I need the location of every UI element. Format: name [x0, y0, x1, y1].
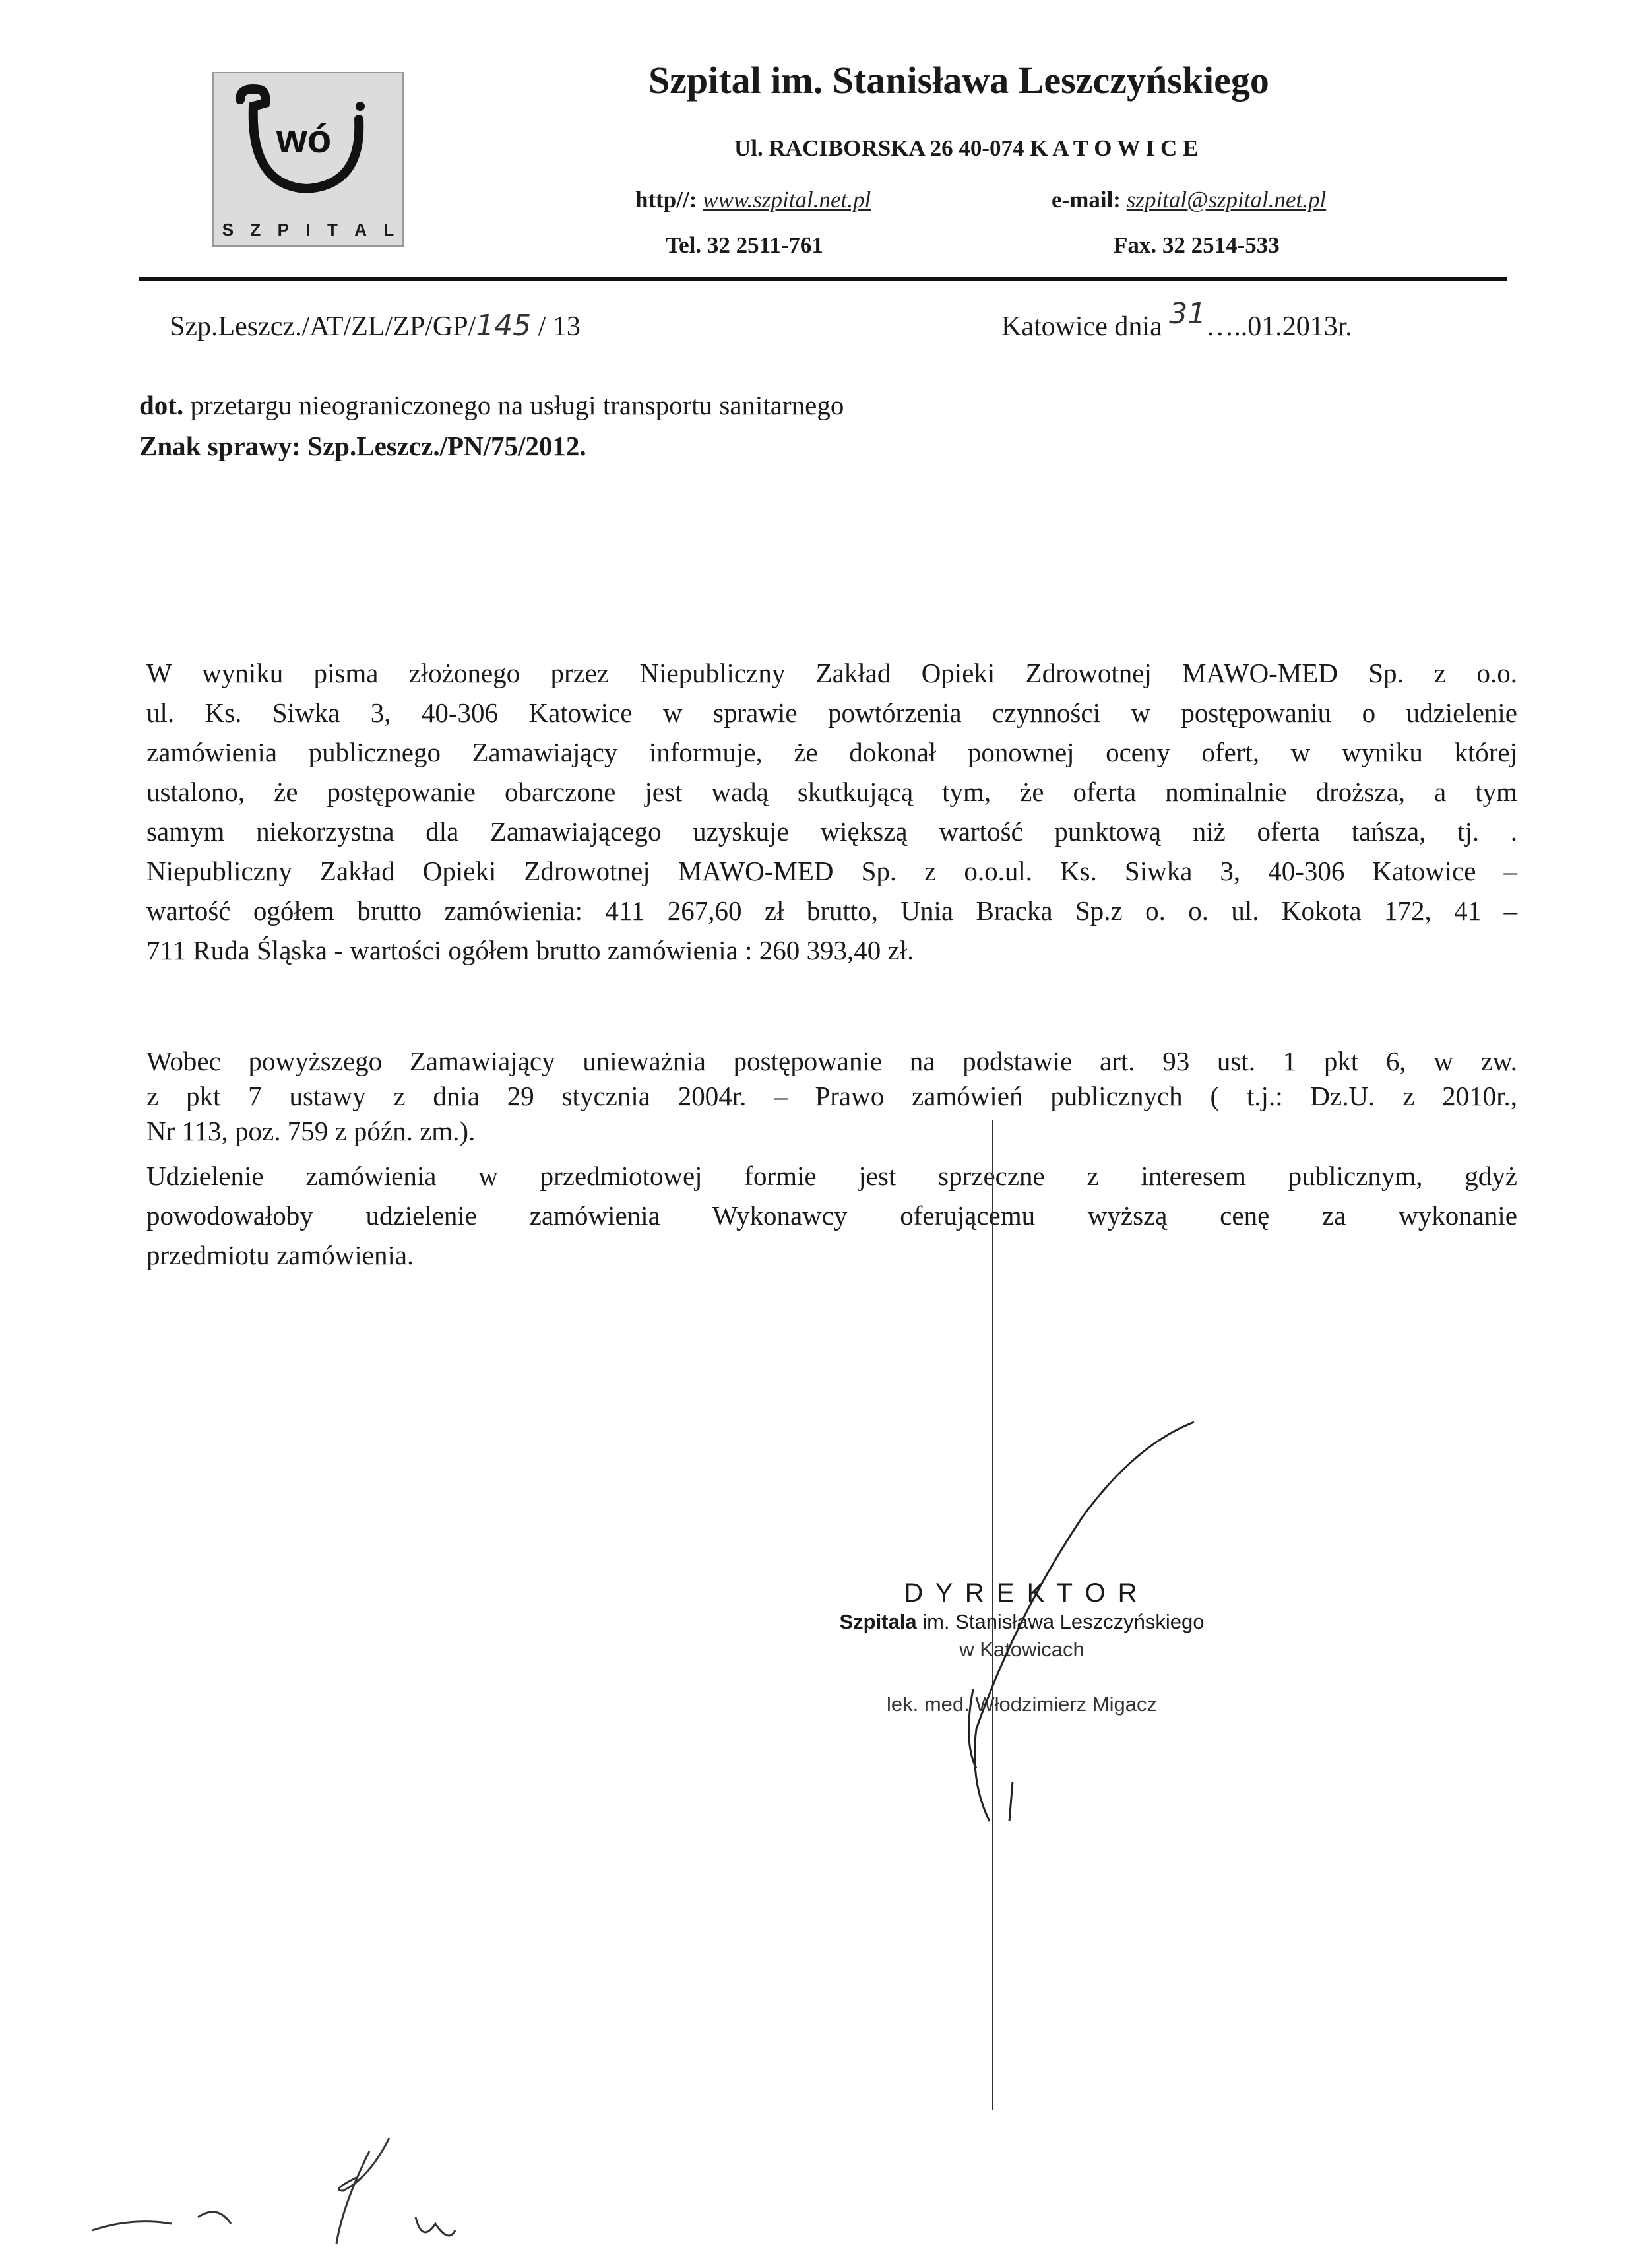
logo-caption: S Z P I T A L	[222, 220, 394, 240]
hospital-name: Szpital im. Stanisława Leszczyńskiego	[648, 59, 1269, 102]
stamp-role: D Y R E K T O R	[904, 1578, 1140, 1607]
website-link[interactable]: www.szpital.net.pl	[703, 187, 871, 212]
handwritten-day: 31	[1169, 297, 1207, 331]
case-number: Znak sprawy: Szp.Leszcz./PN/75/2012.	[139, 431, 586, 461]
email-link[interactable]: szpital@szpital.net.pl	[1126, 187, 1327, 212]
text-line: Nr 113, poz. 759 z późn. zm.).	[146, 1116, 476, 1146]
text-line: ustalono, że postępowanie obarczone jest wadą skutkującą tym, że oferta nominalnie droższa, a tym	[146, 777, 1517, 807]
reference-prefix: Szp.Leszcz./AT/ZL/ZP/GP/	[170, 311, 476, 342]
text-line: Niepubliczny Zakład Opieki Zdrowotnej MAWO-MED Sp. z o.o.ul. Ks. Siwka 3, 40-306 Katowice –	[146, 856, 1517, 886]
text-line: Udzielenie zamówienia w przedmiotowej formie jest sprzeczne z interesem publicznym, gdyż	[146, 1161, 1517, 1191]
subject-text: przetargu nieograniczonego na usługi transportu sanitarnego	[183, 390, 844, 420]
stamp-institution-rest: im. Stanisława Leszczyńskiego	[916, 1610, 1205, 1633]
date-prefix: Katowice dnia	[1001, 311, 1170, 342]
stamp-city: w Katowicach	[959, 1638, 1085, 1661]
text-line: przedmiotu zamówienia.	[146, 1240, 414, 1270]
email-label: e-mail:	[1052, 187, 1121, 212]
text-line: powodowałoby udzielenie zamówienia Wykonawcy oferującemu wyższą cenę za wykonanie	[146, 1200, 1517, 1231]
fax: Fax. 32 2514-533	[1114, 232, 1280, 258]
website-label: http//:	[635, 187, 697, 212]
reference-suffix: / 13	[531, 311, 581, 342]
stamp-institution-bold: Szpitala	[839, 1610, 917, 1633]
address: Ul. RACIBORSKA 26 40-074 K A T O W I C E	[734, 135, 1199, 161]
stamp-name: lek. med. Włodzimierz Migacz	[887, 1693, 1157, 1716]
subject-label: dot.	[139, 390, 184, 420]
text-line: W wyniku pisma złożonego przez Niepubliczny Zakład Opieki Zdrowotnej MAWO-MED Sp. z o.o.	[146, 658, 1517, 688]
text-line: ul. Ks. Siwka 3, 40-306 Katowice w sprawie powtórzenia czynności w postępowaniu o udzielenie	[146, 697, 1517, 728]
date-suffix: …..01.2013r.	[1206, 311, 1352, 342]
text-line: wartość ogółem brutto zamówienia: 411 267,60 zł brutto, Unia Bracka Sp.z o. o. ul. Kokota 172, 41 –	[146, 895, 1517, 926]
handwritten-number: 145	[476, 309, 532, 342]
text-line: samym niekorzystna dla Zamawiającego uzyskuje większą wartość punktową niż oferta tańsza, tj. .	[146, 816, 1517, 847]
text-line: zamówienia publicznego Zamawiający informuje, że dokonał ponownej oceny ofert, w wyniku której	[146, 737, 1517, 767]
svg-text:wó: wó	[276, 117, 332, 161]
text-line: z pkt 7 ustawy z dnia 29 stycznia 2004r. – Prawo zamówień publicznych ( t.j.: Dz.U. z 2010r.,	[146, 1081, 1517, 1111]
text-line: 711 Ruda Śląska - wartości ogółem brutto zamówienia : 260 393,40 zł.	[146, 935, 914, 965]
text-line: Wobec powyższego Zamawiający unieważnia postępowanie na podstawie art. 93 ust. 1 pkt 6, w zw.	[146, 1046, 1517, 1076]
telephone: Tel. 32 2511-761	[666, 232, 823, 258]
